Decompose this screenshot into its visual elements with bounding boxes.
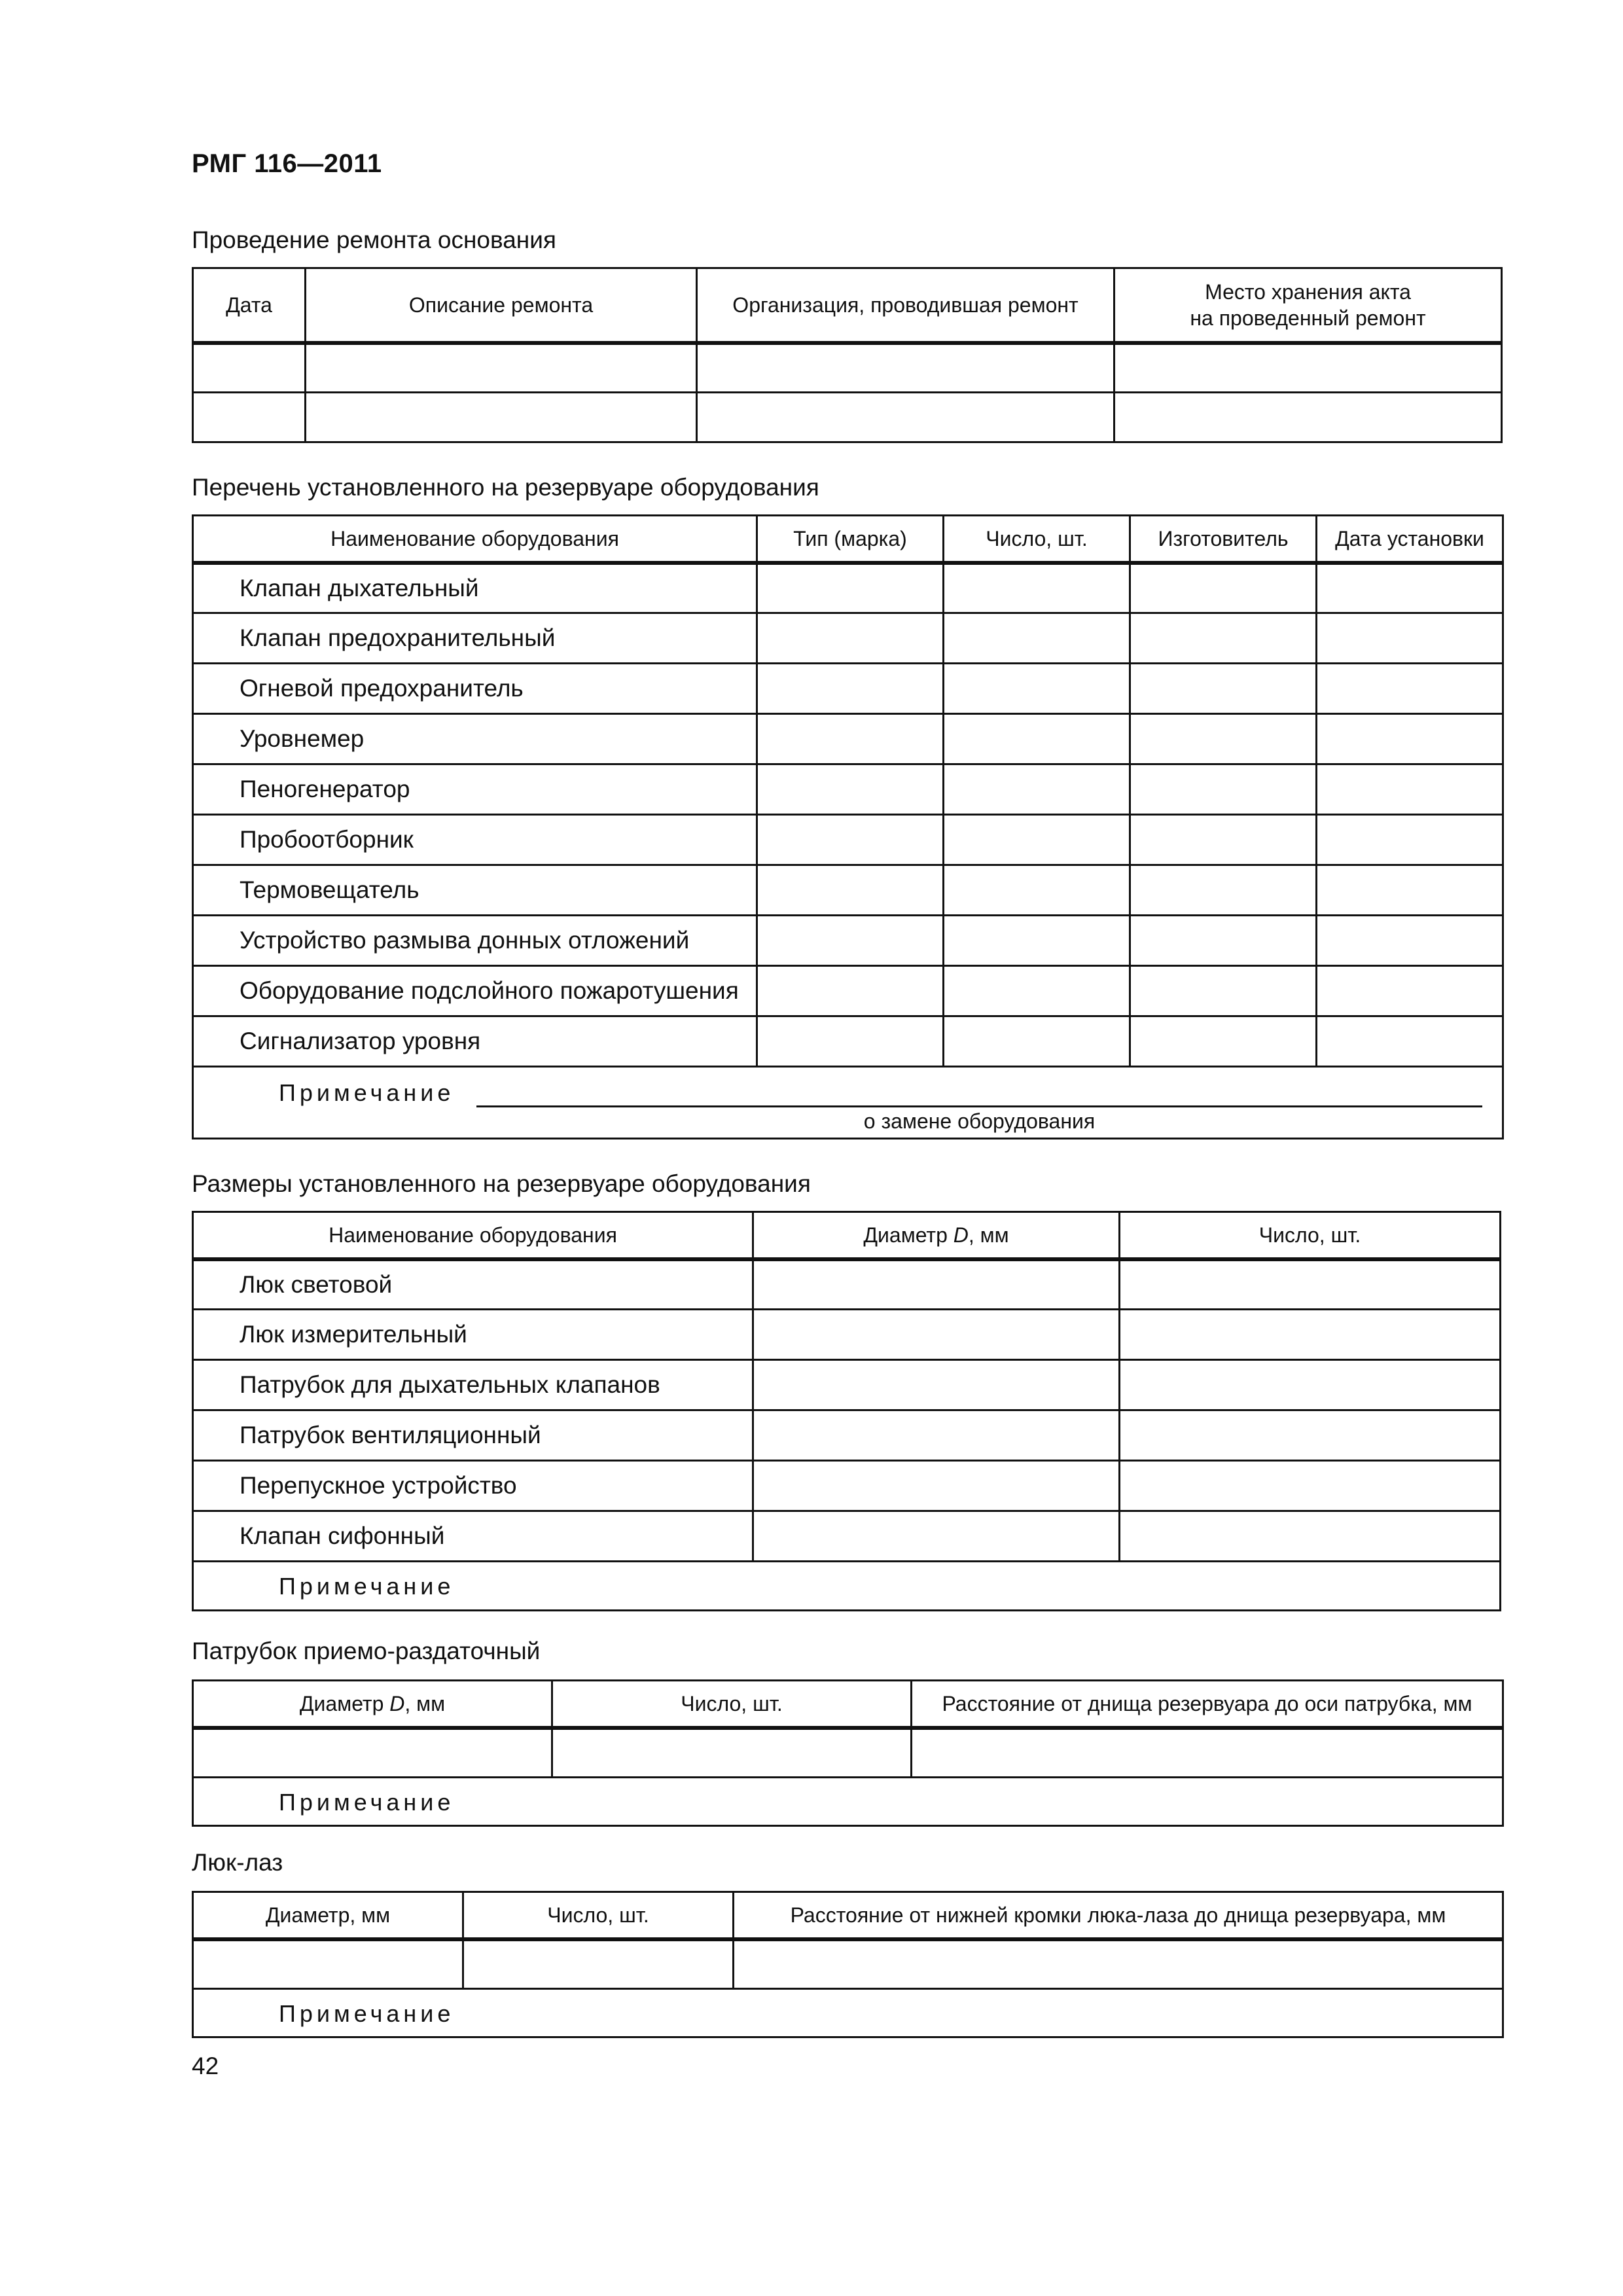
table-row <box>193 1410 1501 1461</box>
table-cell[interactable] <box>1130 664 1317 714</box>
col-repair-description: Описание ремонта <box>306 268 697 343</box>
table-cell[interactable] <box>944 764 1130 815</box>
equipment-name: Термовещатель <box>193 865 757 916</box>
col-manufacturer: Изготовитель <box>1130 516 1317 563</box>
table-cell[interactable] <box>944 664 1130 714</box>
table-cell[interactable] <box>1317 563 1503 613</box>
table-cell[interactable] <box>1317 966 1503 1016</box>
table-cell[interactable] <box>193 1728 552 1778</box>
table-row <box>193 916 1503 966</box>
col-diameter-var: D <box>953 1223 969 1247</box>
table-cell[interactable] <box>753 1259 1120 1310</box>
equipment-name: Огневой предохранитель <box>193 664 757 714</box>
col-diameter <box>753 1212 1120 1259</box>
col-equipment-name: Наименование оборудования <box>193 516 757 563</box>
col-diameter-unit: , мм <box>968 1223 1009 1247</box>
table-row <box>193 815 1503 865</box>
table-cell[interactable] <box>1130 815 1317 865</box>
col-diameter-prefix: Диаметр <box>299 1691 390 1715</box>
table-cell[interactable] <box>944 1016 1130 1067</box>
repair-table <box>192 267 1503 443</box>
table-cell[interactable] <box>912 1728 1503 1778</box>
page-number: 42 <box>192 2053 219 2079</box>
nozzle-table <box>192 1679 1504 1827</box>
table-row <box>193 563 1503 613</box>
table-row <box>193 1511 1501 1562</box>
table-cell[interactable] <box>1120 1511 1501 1562</box>
table-cell[interactable] <box>944 966 1130 1016</box>
table-cell[interactable] <box>753 1410 1120 1461</box>
col-distance: Расстояние от нижней кромки люка-лаза до днища резервуара, мм <box>734 1892 1503 1939</box>
manhole-header-row <box>193 1892 1503 1939</box>
table-row <box>193 1310 1501 1360</box>
table-row <box>193 1259 1501 1310</box>
table-cell[interactable] <box>1317 1016 1503 1067</box>
table-cell[interactable] <box>552 1728 912 1778</box>
repair-header-row <box>193 268 1502 343</box>
table-cell[interactable] <box>944 714 1130 764</box>
equipment-name: Сигнализатор уровня <box>193 1016 757 1067</box>
table-cell[interactable] <box>1130 764 1317 815</box>
table-cell[interactable] <box>306 343 697 393</box>
note-cell[interactable] <box>193 1989 1503 2037</box>
equipment-list-header-row <box>193 516 1503 563</box>
table-cell[interactable] <box>1130 563 1317 613</box>
table-cell[interactable] <box>1130 613 1317 664</box>
table-cell[interactable] <box>1317 815 1503 865</box>
table-row <box>193 764 1503 815</box>
equipment-name: Пробоотборник <box>193 815 757 865</box>
table-row <box>193 1728 1503 1778</box>
col-equipment-name: Наименование оборудования <box>193 1212 753 1259</box>
col-diameter-prefix: Диаметр <box>863 1223 954 1247</box>
col-act-storage-line1: Место хранения акта <box>1205 279 1411 304</box>
manhole-table <box>192 1891 1504 2038</box>
equipment-name: Клапан дыхательный <box>193 563 757 613</box>
table-row <box>193 393 1502 442</box>
table-cell[interactable] <box>757 815 944 865</box>
table-cell[interactable] <box>306 393 697 442</box>
table-cell[interactable] <box>1120 1310 1501 1360</box>
table-cell[interactable] <box>757 865 944 916</box>
table-cell[interactable] <box>757 916 944 966</box>
note-row <box>193 1067 1503 1139</box>
col-type: Тип (марка) <box>757 516 944 563</box>
table-cell[interactable] <box>757 764 944 815</box>
col-act-storage-line2: на проведенный ремонт <box>1190 306 1426 330</box>
manhole-section-title: Люк-лаз <box>192 1849 283 1876</box>
equipment-name: Перепускное устройство <box>193 1461 753 1511</box>
note-label: Примечание <box>279 1079 455 1106</box>
table-cell[interactable] <box>697 343 1115 393</box>
note-label: Примечание <box>279 1573 455 1600</box>
document-code: РМГ 116—2011 <box>192 149 382 178</box>
table-cell[interactable] <box>1130 714 1317 764</box>
table-cell[interactable] <box>757 714 944 764</box>
col-count: Число, шт. <box>552 1681 912 1728</box>
table-row <box>193 1016 1503 1067</box>
col-act-storage <box>1115 268 1502 343</box>
table-row <box>193 1360 1501 1410</box>
table-cell[interactable] <box>753 1360 1120 1410</box>
table-cell[interactable] <box>1317 714 1503 764</box>
table-row <box>193 865 1503 916</box>
table-cell[interactable] <box>193 343 306 393</box>
table-cell[interactable] <box>1317 916 1503 966</box>
equipment-name: Люк измерительный <box>193 1310 753 1360</box>
table-cell[interactable] <box>1317 764 1503 815</box>
equipment-sizes-table <box>192 1211 1501 1611</box>
table-cell[interactable] <box>753 1461 1120 1511</box>
nozzle-section-title: Патрубок приемо-раздаточный <box>192 1638 541 1664</box>
col-diameter-unit: , мм <box>404 1691 446 1715</box>
table-cell[interactable] <box>757 966 944 1016</box>
table-cell[interactable] <box>1317 664 1503 714</box>
table-cell[interactable] <box>1115 343 1502 393</box>
note-label: Примечание <box>279 2000 455 2027</box>
col-distance: Расстояние от днища резервуара до оси патрубка, мм <box>912 1681 1503 1728</box>
repair-section-title: Проведение ремонта основания <box>192 226 556 253</box>
table-row <box>193 1461 1501 1511</box>
equipment-name: Патрубок вентиляционный <box>193 1410 753 1461</box>
table-cell[interactable] <box>1120 1259 1501 1310</box>
nozzle-header-row <box>193 1681 1503 1728</box>
col-count: Число, шт. <box>944 516 1130 563</box>
equipment-name: Патрубок для дыхательных клапанов <box>193 1360 753 1410</box>
equipment-sizes-header-row <box>193 1212 1501 1259</box>
table-row <box>193 613 1503 664</box>
table-cell[interactable] <box>1130 966 1317 1016</box>
table-cell[interactable] <box>1120 1410 1501 1461</box>
note-row <box>193 1778 1503 1826</box>
equipment-name: Устройство размыва донных отложений <box>193 916 757 966</box>
table-row <box>193 664 1503 714</box>
table-cell[interactable] <box>944 563 1130 613</box>
col-diameter-var: D <box>389 1691 405 1715</box>
table-row <box>193 966 1503 1016</box>
table-cell[interactable] <box>1317 865 1503 916</box>
equipment-name: Клапан сифонный <box>193 1511 753 1562</box>
table-cell[interactable] <box>944 613 1130 664</box>
equipment-list-table <box>192 514 1504 1139</box>
table-row <box>193 1939 1503 1989</box>
note-cell[interactable] <box>193 1778 1503 1826</box>
equipment-sizes-section-title: Размеры установленного на резервуаре оборудования <box>192 1170 811 1197</box>
table-cell[interactable] <box>757 613 944 664</box>
table-cell[interactable] <box>944 815 1130 865</box>
note-label: Примечание <box>279 1789 455 1816</box>
table-cell[interactable] <box>1317 613 1503 664</box>
table-cell[interactable] <box>753 1511 1120 1562</box>
table-cell[interactable] <box>193 393 306 442</box>
table-cell[interactable] <box>944 865 1130 916</box>
table-cell[interactable] <box>757 563 944 613</box>
equipment-name: Уровнемер <box>193 714 757 764</box>
table-cell[interactable] <box>753 1310 1120 1360</box>
table-cell[interactable] <box>1130 865 1317 916</box>
note-row <box>193 1989 1503 2037</box>
note-cell[interactable] <box>193 1562 1501 1611</box>
note-row <box>193 1562 1501 1611</box>
col-install-date: Дата установки <box>1317 516 1503 563</box>
table-cell[interactable] <box>944 916 1130 966</box>
col-count: Число, шт. <box>463 1892 734 1939</box>
table-cell[interactable] <box>1130 1016 1317 1067</box>
table-cell[interactable] <box>1115 393 1502 442</box>
table-cell[interactable] <box>193 1939 463 1989</box>
equipment-name: Пеногенератор <box>193 764 757 815</box>
table-row <box>193 714 1503 764</box>
col-date: Дата <box>193 268 306 343</box>
note-underline <box>476 1105 1482 1107</box>
equipment-list-section-title: Перечень установленного на резервуаре оборудования <box>192 474 819 501</box>
col-diameter <box>193 1681 552 1728</box>
equipment-name: Люк световой <box>193 1259 753 1310</box>
col-diameter: Диаметр, мм <box>193 1892 463 1939</box>
table-cell[interactable] <box>1130 916 1317 966</box>
col-count: Число, шт. <box>1120 1212 1501 1259</box>
table-cell[interactable] <box>697 393 1115 442</box>
table-cell[interactable] <box>757 1016 944 1067</box>
table-cell[interactable] <box>734 1939 1503 1989</box>
col-organization: Организация, проводившая ремонт <box>697 268 1115 343</box>
table-cell[interactable] <box>757 664 944 714</box>
equipment-name: Оборудование подслойного пожаротушения <box>193 966 757 1016</box>
note-sublabel: о замене оборудования <box>863 1109 1096 1133</box>
table-row <box>193 343 1502 393</box>
equipment-name: Клапан предохранительный <box>193 613 757 664</box>
table-cell[interactable] <box>1120 1360 1501 1410</box>
note-cell[interactable] <box>193 1067 1503 1139</box>
table-cell[interactable] <box>463 1939 734 1989</box>
table-cell[interactable] <box>1120 1461 1501 1511</box>
